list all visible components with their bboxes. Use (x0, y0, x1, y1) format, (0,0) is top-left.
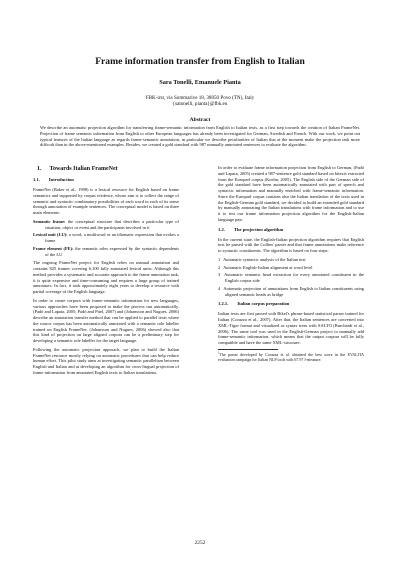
subsection-title: Introduction (48, 177, 74, 182)
definition-item (33, 219, 179, 231)
abstract-heading: Abstract (189, 117, 211, 123)
footnote (218, 352, 364, 362)
footnote-marker: 1 (218, 350, 220, 355)
intro-paragraph-1: FrameNet (Baker et al., 1998) is a lexical resource for English based on frame semantics and supported by corpus evidence, whose aim is to collect the range of semantic and syntactic combinatory possibilities of each word in each of its sense through annotation of example sentences. The conceptual model is based on three main elements: (33, 187, 179, 215)
right-paragraph-3: Italian texts are first parsed with Bikel's phrase-based statistical parser trained for Italian (Corazza et al., 2007). After that, the Italian sentences are converted into XML-Tiger format and visualized as syntax trees with SALTO (Burchardt et al., 2006). The same tool was used in the English-German project to manually add frame-semantic information, which means that the output corpora will be fully compatible and have the same XML-structure. (218, 311, 364, 345)
subsection-number: 1.2. (218, 226, 225, 232)
right-paragraph-2: In the current state, the English-Italian projection algorithm requires that English text be parsed with the Collins' parser and that frame annotations make reference to syntactic constituents. The algorithm is based on four steps: (218, 236, 364, 253)
step-text: Automatic English-Italian alignment at word level (223, 264, 313, 270)
definition-term: Semantic frame: (33, 218, 66, 224)
subsection-heading-1-1 (33, 177, 179, 183)
subsection-number: 1.2.1. (218, 301, 229, 307)
definition-text: a word, a multiword or an idiomatic expression that evokes a frame (45, 232, 180, 243)
subsection-number: 1.1. (33, 177, 40, 182)
definition-term: Lexical unit (LU): (33, 232, 68, 238)
algorithm-step (218, 272, 364, 284)
subsection-heading-1-2-1 (218, 301, 364, 307)
paper-title: Frame information transfer from English to Italian (95, 56, 305, 67)
subsection-title: The projection algorithm (233, 226, 284, 232)
definition-item (33, 246, 179, 258)
paper-authors: Sara Tonelli, Emanuele Pianta (159, 79, 241, 86)
right-paragraph-1: In order to evaluate frame information projection from English to German, (Padó and Lapata, 2005) created a 987-sentence gold standard based on bitexts extracted from the Europarl corpus (Koehn, 2005). The English side of the German side of the gold standard have been automatically annotated with part of speech and syntactic information and manually enriched with frame-semantic information. Since the Europarl corpus contains also the Italian translation of the texts used in the English-German gold standard, we decided to build an extended gold standard by manually annotating the Italian translations with frame information and to use it to test our frame information projection algorithm for the English-Italian language pair. (218, 165, 364, 222)
intro-paragraph-3: In order to create corpora with frame-semantic information for new languages, various approaches have been proposed to make the process run automatically. (Padó and Lapata, 2005; Padó and Pitel, 2007) and (Johansson and Nugues, 2006) describe an annotation transfer method that can be applied to parallel texts where the source corpus has been automatically annotated with a semantic role labeller trained on English FrameNet. (Johansson and Nugues, 2006) showed also that this kind of projection on large aligned corpora can be a preliminary step for developing a semantic role labeller for the target language. (33, 297, 179, 343)
right-column (218, 165, 364, 362)
definition-term: Frame element (FE): (33, 245, 74, 251)
step-number: 1 (218, 256, 221, 262)
step-text: Automatic syntactic analysis of the Italian text (223, 256, 306, 262)
step-text: Automatic projection of annotations from English to Italian constituents using aligned semantic heads as bridge (223, 285, 364, 297)
subsection-title: Italian corpus preparation (237, 301, 290, 307)
section-heading-1 (33, 165, 179, 173)
step-number: 4 (218, 285, 221, 291)
step-number: 2 (218, 264, 221, 270)
step-text: Automatic semantic head extraction for every annotated constituent in the English corpus side (224, 272, 364, 283)
subsection-heading-1-2 (218, 227, 364, 233)
section-number: 1. (37, 166, 42, 172)
abstract-text: We describe an automatic projection algorithm for transferring frame-semantic information from English to Italian texts, as a first step towards the creation of Italian FrameNet. Projection of frame semantic information from English to other European languages has already been investigated for German, Swedish and French. With our work, we point out typical features of the Italian language as regards frame-semantic annotation, in particular we describe peculiarities of Italian that at the moment make the projection task more difficult than in the above-mentioned examples. Besides, we created a gold standard with 987 manually annotated sentences to evaluate the algorithm. (40, 125, 360, 148)
affiliation-email: {satonelli, pianta}@fbk.eu (172, 101, 228, 108)
footnote-text: The parser developed by Corazza et al. obtained the best score in the EVALITA evaluation campaign for Italian NLP tools with 67.97 f-measure. (218, 351, 364, 362)
left-column (33, 165, 179, 379)
section-title: Towards Italian FrameNet (49, 166, 118, 172)
definition-item (33, 232, 179, 244)
intro-paragraph-4: Following the automatic projection approach, we plan to build the Italian FrameNet resource mostly relying on automatic procedures that can help reduce human effort. This pilot study aims at investigating semantic parallelism between English and Italian and at developing an algorithm for cross-lingual projection of frame information from annotated English texts to Italian translations. (33, 346, 179, 375)
affiliation-address: FBK-irst, via Sommarive 18, 38050 Povo (TN), Italy (145, 95, 255, 101)
intro-paragraph-2: The ongoing FrameNet project for English relies on manual annotation and contains 825 frames covering 6,100 fully annotated lexical units. Although this method provides a systematic and accurate approach to the frame annotation task, it is quite expensive and time-consuming and requires a large group of trained annotators. In fact, it took approximately eight years to develop a resource with partial coverage of the English language. (33, 260, 179, 294)
algorithm-step (218, 286, 364, 298)
step-number: 3 (218, 272, 221, 278)
algorithm-step (218, 257, 364, 263)
affiliation (0, 95, 400, 108)
page-number: 2252 (194, 540, 206, 546)
definition-list (33, 219, 179, 258)
footnote-rule (218, 349, 278, 350)
definition-text: the semantic roles expressed by the syntactic dependents of the LU (45, 245, 179, 257)
algorithm-steps (218, 257, 364, 298)
algorithm-step (218, 265, 364, 271)
definition-text: the conceptual structure that describes a particular type of situation, object or event and the participants involved in it (45, 218, 180, 230)
